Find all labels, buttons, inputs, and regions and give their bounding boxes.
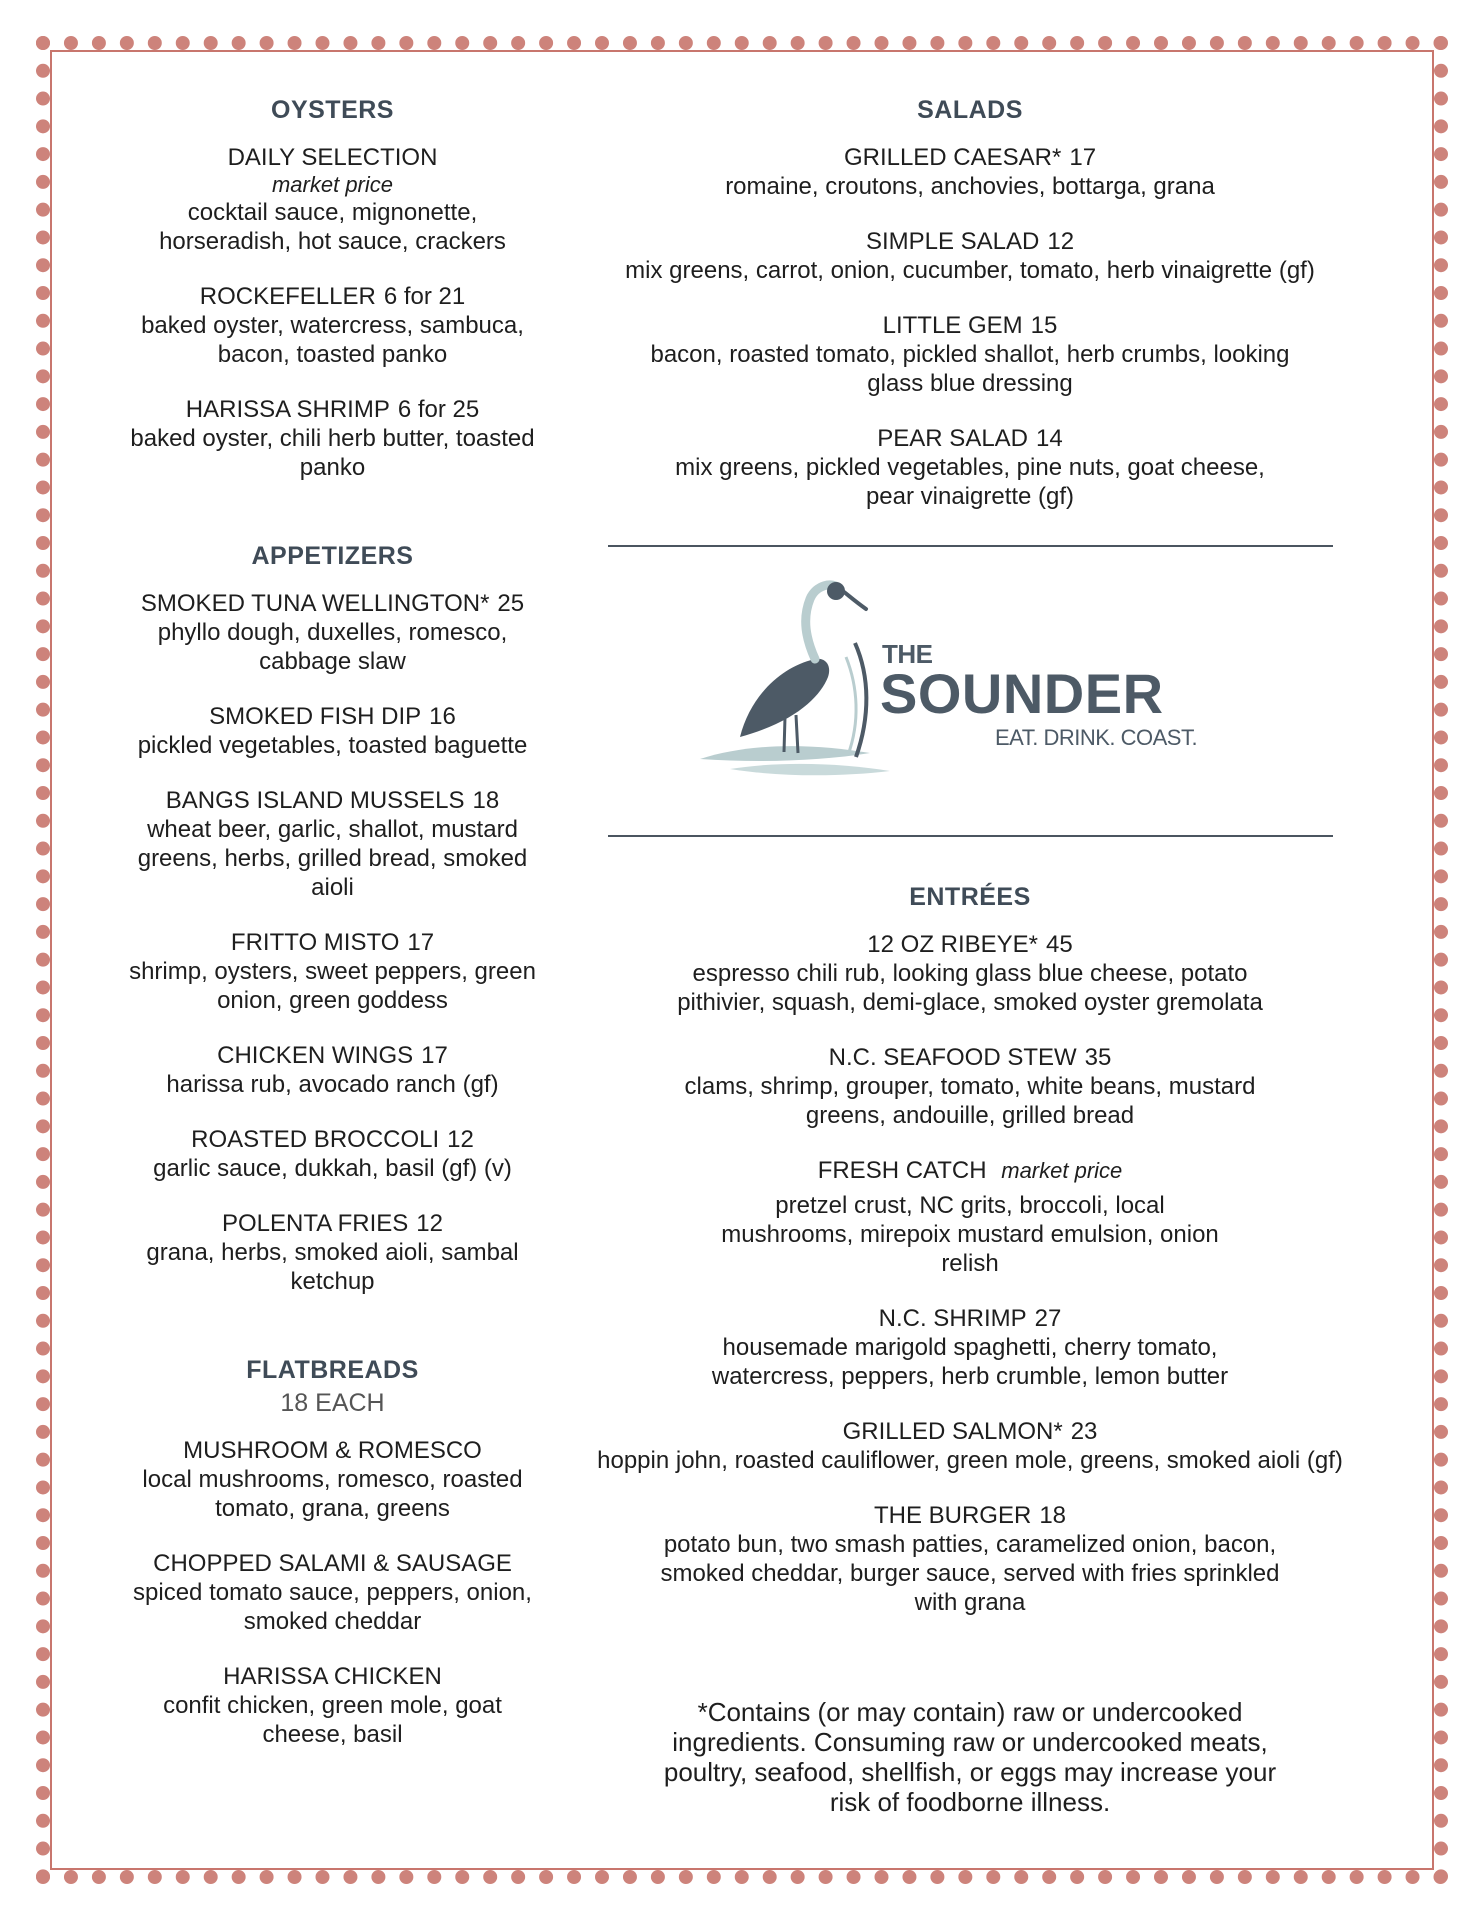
item-name: HARISSA SHRIMP 6 for 25 — [185, 396, 480, 423]
item-name: FRITTO MISTO 17 — [230, 929, 435, 956]
item-name: GRILLED SALMON* 23 — [842, 1418, 1098, 1445]
item-price: 17 — [407, 929, 435, 956]
item-name: CHOPPED SALAMI & SAUSAGE — [153, 1550, 512, 1577]
item-description: cocktail sauce, mignonette, horseradish, hot sauce, crackers — [159, 199, 506, 255]
item-description: potato bun, two smash patties, caramelized onion, bacon, smoked cheddar, burger sauce, served with fries sprinkled with grana — [660, 1531, 1280, 1616]
item-price: 45 — [1046, 931, 1073, 958]
item-price: 17 — [421, 1042, 448, 1069]
item-description: shrimp, oysters, sweet peppers, green onion, green goddess — [129, 958, 536, 1014]
logo-tagline: EAT. DRINK. COAST. — [995, 725, 1198, 750]
item-name: SIMPLE SALAD 12 — [865, 228, 1075, 255]
divider-bottom — [608, 835, 1333, 837]
item-name: THE BURGER 18 — [873, 1502, 1067, 1529]
logo-the: THE — [882, 639, 933, 669]
item-description: baked oyster, watercress, sambuca, bacon, toasted panko — [141, 312, 524, 368]
item-name: HARISSA CHICKEN — [223, 1663, 442, 1690]
item-name: ROASTED BROCCOLI 12 — [191, 1126, 474, 1153]
item-name: DAILY SELECTION — [227, 144, 438, 171]
menu-item — [120, 589, 545, 676]
item-description: bacon, roasted tomato, pickled shallot, herb crumbs, looking glass blue dressing — [650, 341, 1290, 397]
menu-item — [570, 1417, 1370, 1475]
logo-name: SOUNDER — [880, 662, 1164, 725]
oysters-heading: OYSTERS — [271, 96, 394, 124]
item-description: pickled vegetables, toasted baguette — [137, 732, 528, 759]
item-price: 14 — [1036, 425, 1063, 452]
menu-item — [120, 702, 545, 760]
item-price: 25 — [497, 590, 525, 617]
item-description: espresso chili rub, looking glass blue cheese, potato pithivier, squash, demi-glace, smoked oyster gremolata — [677, 960, 1263, 1016]
item-description: local mushrooms, romesco, roasted tomato, grana, greens — [142, 1466, 523, 1522]
item-name: 12 OZ RIBEYE* 45 — [867, 931, 1073, 958]
menu-item — [120, 1125, 545, 1183]
item-price: 12 — [1047, 228, 1075, 255]
item-description: romaine, croutons, anchovies, bottarga, grana — [725, 173, 1215, 200]
menu-item — [120, 282, 545, 369]
flatbreads-price: 18 EACH — [280, 1389, 385, 1417]
item-price: 6 for 25 — [397, 396, 480, 423]
item-name: PEAR SALAD 14 — [877, 425, 1063, 452]
item-name: LITTLE GEM 15 — [882, 312, 1058, 339]
item-description: grana, herbs, smoked aioli, sambal ketchup — [146, 1239, 519, 1295]
menu-item — [120, 1041, 545, 1099]
menu-item — [570, 1043, 1370, 1130]
item-name: N.C. SHRIMP 27 — [878, 1305, 1062, 1332]
item-name: CHICKEN WINGS 17 — [217, 1042, 448, 1069]
item-price: 18 — [472, 787, 500, 814]
menu-item — [120, 395, 545, 482]
item-name: GRILLED CAESAR* 17 — [843, 144, 1097, 171]
item-description: hoppin john, roasted cauliflower, green mole, greens, smoked aioli (gf) — [597, 1447, 1343, 1474]
menu-item — [570, 1501, 1370, 1617]
item-description: spiced tomato sauce, peppers, onion, smoked cheddar — [133, 1579, 532, 1635]
item-description: housemade marigold spaghetti, cherry tomato, watercress, peppers, herb crumble, lemon butter — [711, 1334, 1229, 1390]
menu-item — [120, 786, 545, 902]
item-price: 15 — [1030, 312, 1058, 339]
menu-item — [120, 1209, 545, 1296]
right-column — [570, 96, 1370, 1643]
menu-item — [570, 227, 1370, 285]
item-description: mix greens, carrot, onion, cucumber, tomato, herb vinaigrette (gf) — [625, 257, 1315, 284]
appetizers-heading: APPETIZERS — [251, 542, 414, 570]
left-column — [120, 96, 545, 1775]
flatbreads-heading: FLATBREADS — [246, 1356, 419, 1384]
item-price: 23 — [1070, 1418, 1098, 1445]
menu-item — [570, 311, 1370, 398]
item-name: ROCKEFELLER 6 for 21 — [199, 283, 466, 310]
item-name: SMOKED TUNA WELLINGTON* 25 — [140, 590, 525, 617]
menu-item — [570, 143, 1370, 201]
menu-item — [570, 1304, 1370, 1391]
menu-item — [120, 1662, 545, 1749]
item-name: N.C. SEAFOOD STEW 35 — [828, 1044, 1112, 1071]
item-description: baked oyster, chili herb butter, toasted panko — [130, 425, 535, 481]
salads-heading: SALADS — [917, 96, 1023, 124]
menu-item — [120, 928, 545, 1015]
item-description: pretzel crust, NC grits, broccoli, local mushrooms, mirepoix mustard emulsion, onion relish — [721, 1192, 1219, 1277]
item-name: MUSHROOM & ROMESCO — [183, 1437, 482, 1464]
item-price: 17 — [1069, 144, 1097, 171]
item-price: 6 for 21 — [383, 283, 466, 310]
item-description: wheat beer, garlic, shallot, mustard greens, herbs, grilled bread, smoked aioli — [137, 816, 528, 901]
item-price: 12 — [416, 1210, 443, 1237]
item-name: SMOKED FISH DIP 16 — [209, 703, 456, 730]
item-name: FRESH CATCH market price — [817, 1157, 1123, 1184]
item-price: 35 — [1084, 1044, 1112, 1071]
item-description: mix greens, pickled vegetables, pine nuts, goat cheese, pear vinaigrette (gf) — [675, 454, 1265, 510]
item-description: confit chicken, green mole, goat cheese, basil — [163, 1692, 502, 1748]
item-description: phyllo dough, duxelles, romesco, cabbage slaw — [157, 619, 508, 675]
menu-item — [120, 1549, 545, 1636]
item-note: market price — [271, 172, 394, 197]
menu-item — [570, 930, 1370, 1017]
logo — [570, 547, 1370, 835]
item-name: BANGS ISLAND MUSSELS 18 — [165, 787, 500, 814]
item-price: 18 — [1039, 1502, 1067, 1529]
item-description: clams, shrimp, grouper, tomato, white beans, mustard greens, andouille, grilled bread — [684, 1073, 1256, 1129]
menu-item — [570, 1156, 1370, 1278]
item-price: 12 — [447, 1126, 474, 1153]
menu-item — [120, 1436, 545, 1523]
item-description: garlic sauce, dukkah, basil (gf) (v) — [153, 1155, 512, 1182]
item-note: market price — [1001, 1158, 1123, 1183]
menu-item — [120, 143, 545, 256]
entrees-heading: ENTRÉES — [909, 883, 1031, 911]
item-price: 16 — [429, 703, 456, 730]
item-description: harissa rub, avocado ranch (gf) — [166, 1071, 499, 1098]
raw-food-disclaimer: *Contains (or may contain) raw or undercooked ingredients. Consuming raw or undercooked meats, poultry, seafood, shellfish, or eggs may increase your risk of foodborne illness. — [663, 1697, 1277, 1817]
menu-item — [570, 424, 1370, 511]
item-name: POLENTA FRIES 12 — [222, 1210, 443, 1237]
item-price: 27 — [1034, 1305, 1062, 1332]
